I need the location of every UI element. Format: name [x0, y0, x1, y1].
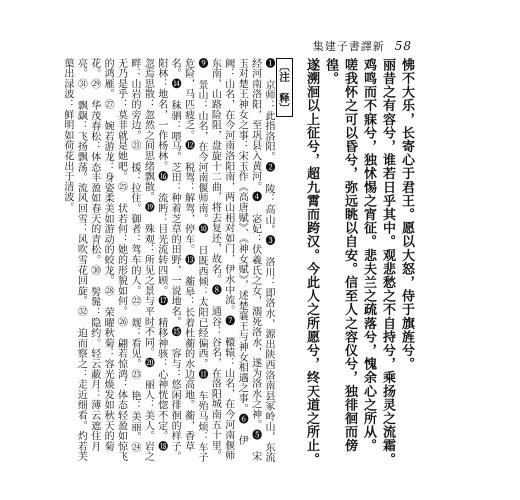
notes-paragraph: ❶ 京师：此指洛阳。❷ 陵：高山。❸ 洛川：即洛水，源出陕西洛南县冢岭山，东流经河南洛阳，至巩县入黄河。❹ 宓妃：伏羲氏之女，溺死洛水，遂为洛水之神。❺ 宋玉对楚王神女之事：宋玉作《高唐赋》、《神女赋》，述楚襄王与神女相遇之事。❻ 伊阙：山名，在今河南洛阳南，两山相对如门，伊水中流。❼ 轘辕：山名，在今河南偃师东南，山路险阻，盘旋十二曲，将去复还，故名。❽ 通谷：谷名，在洛阳城南五十里。❾ 景山：山名，在今河南偃师南。❿ 日既西倾：太阳已经偏西。⓫ 车殆马烦：车子危险，马匹疲乏。⓬ 税驾：解驾，停车。⓭ 蘅皋：长着杜蘅的水边高地。蘅，香草名。⓮ 秣驷：喂马。芝田：种着芝草的田野，一说地名。⓯ 容与：悠闲徘徊的样子。阳林：地名，一作杨林。⓰ 流眄：目光流转四顾。⓱ 精移神骇：心神恍惚不定。⓲ 忽焉思散：忽然之间思绪飘散。⓳ 殊观：所见之景与平时不同。⓴ 丽人：美人。岩之畔：山岩的旁边。㉑ 援：拉住。御者：驾车的人。㉒ 觌：看见。㉓ 艳：美丽。㉔ 无乃是乎：莫非就是她吧。㉕ 状若何：她的形貌如何。㉖ 翩若惊鸿：体态轻盈如惊飞的鸿雁。㉗ 婉若游龙：身姿柔美如游动的蛟龙。㉘ 荣曜秋菊：容光焕发如秋天的菊花。㉙ 华茂春松：体态丰盈如春天的青松。㉚ 髣髴：隐约。轻云蔽月：薄云遮住月亮。㉛ 飘飖：飞扬飘荡。流风回雪：风吹雪花回旋。㉜ 迫而察之：走近细看。灼若芙蕖出渌波：鲜明如荷花出于清波。	[61, 58, 274, 463]
main-text-line: 鸡鸣而不寐兮，独怵惕之宵征。悲夫兰之疏落兮，愧余心之所从。	[361, 58, 376, 453]
main-text-line: 嗟我怀之可以昏兮，弥远眺以自安。信至人之容仪兮，独徘徊而傍徨。	[323, 58, 357, 453]
notes-label: 〔注 释〕	[276, 58, 293, 117]
main-text-line: 怫不大乐，长寄心于君王。愿以大怒，侍于旗旌兮。	[399, 58, 414, 371]
page-number: 58	[394, 39, 412, 53]
main-text-line: 遂溯洄以上征兮，超九霄而跨汉。今此人之所愿兮，终天道之所止。	[304, 58, 319, 466]
notes-text	[61, 58, 276, 466]
book-title: 集建子書譯新	[312, 40, 385, 53]
page-header	[313, 38, 412, 54]
vertical-text-area	[61, 58, 416, 466]
main-text-line: 丽昔之有容兮，谁若日乎其中。观悲愁之不自持兮，乘扬灵之流霜。	[380, 58, 395, 466]
main-text	[302, 58, 416, 466]
notes-section	[61, 58, 295, 466]
